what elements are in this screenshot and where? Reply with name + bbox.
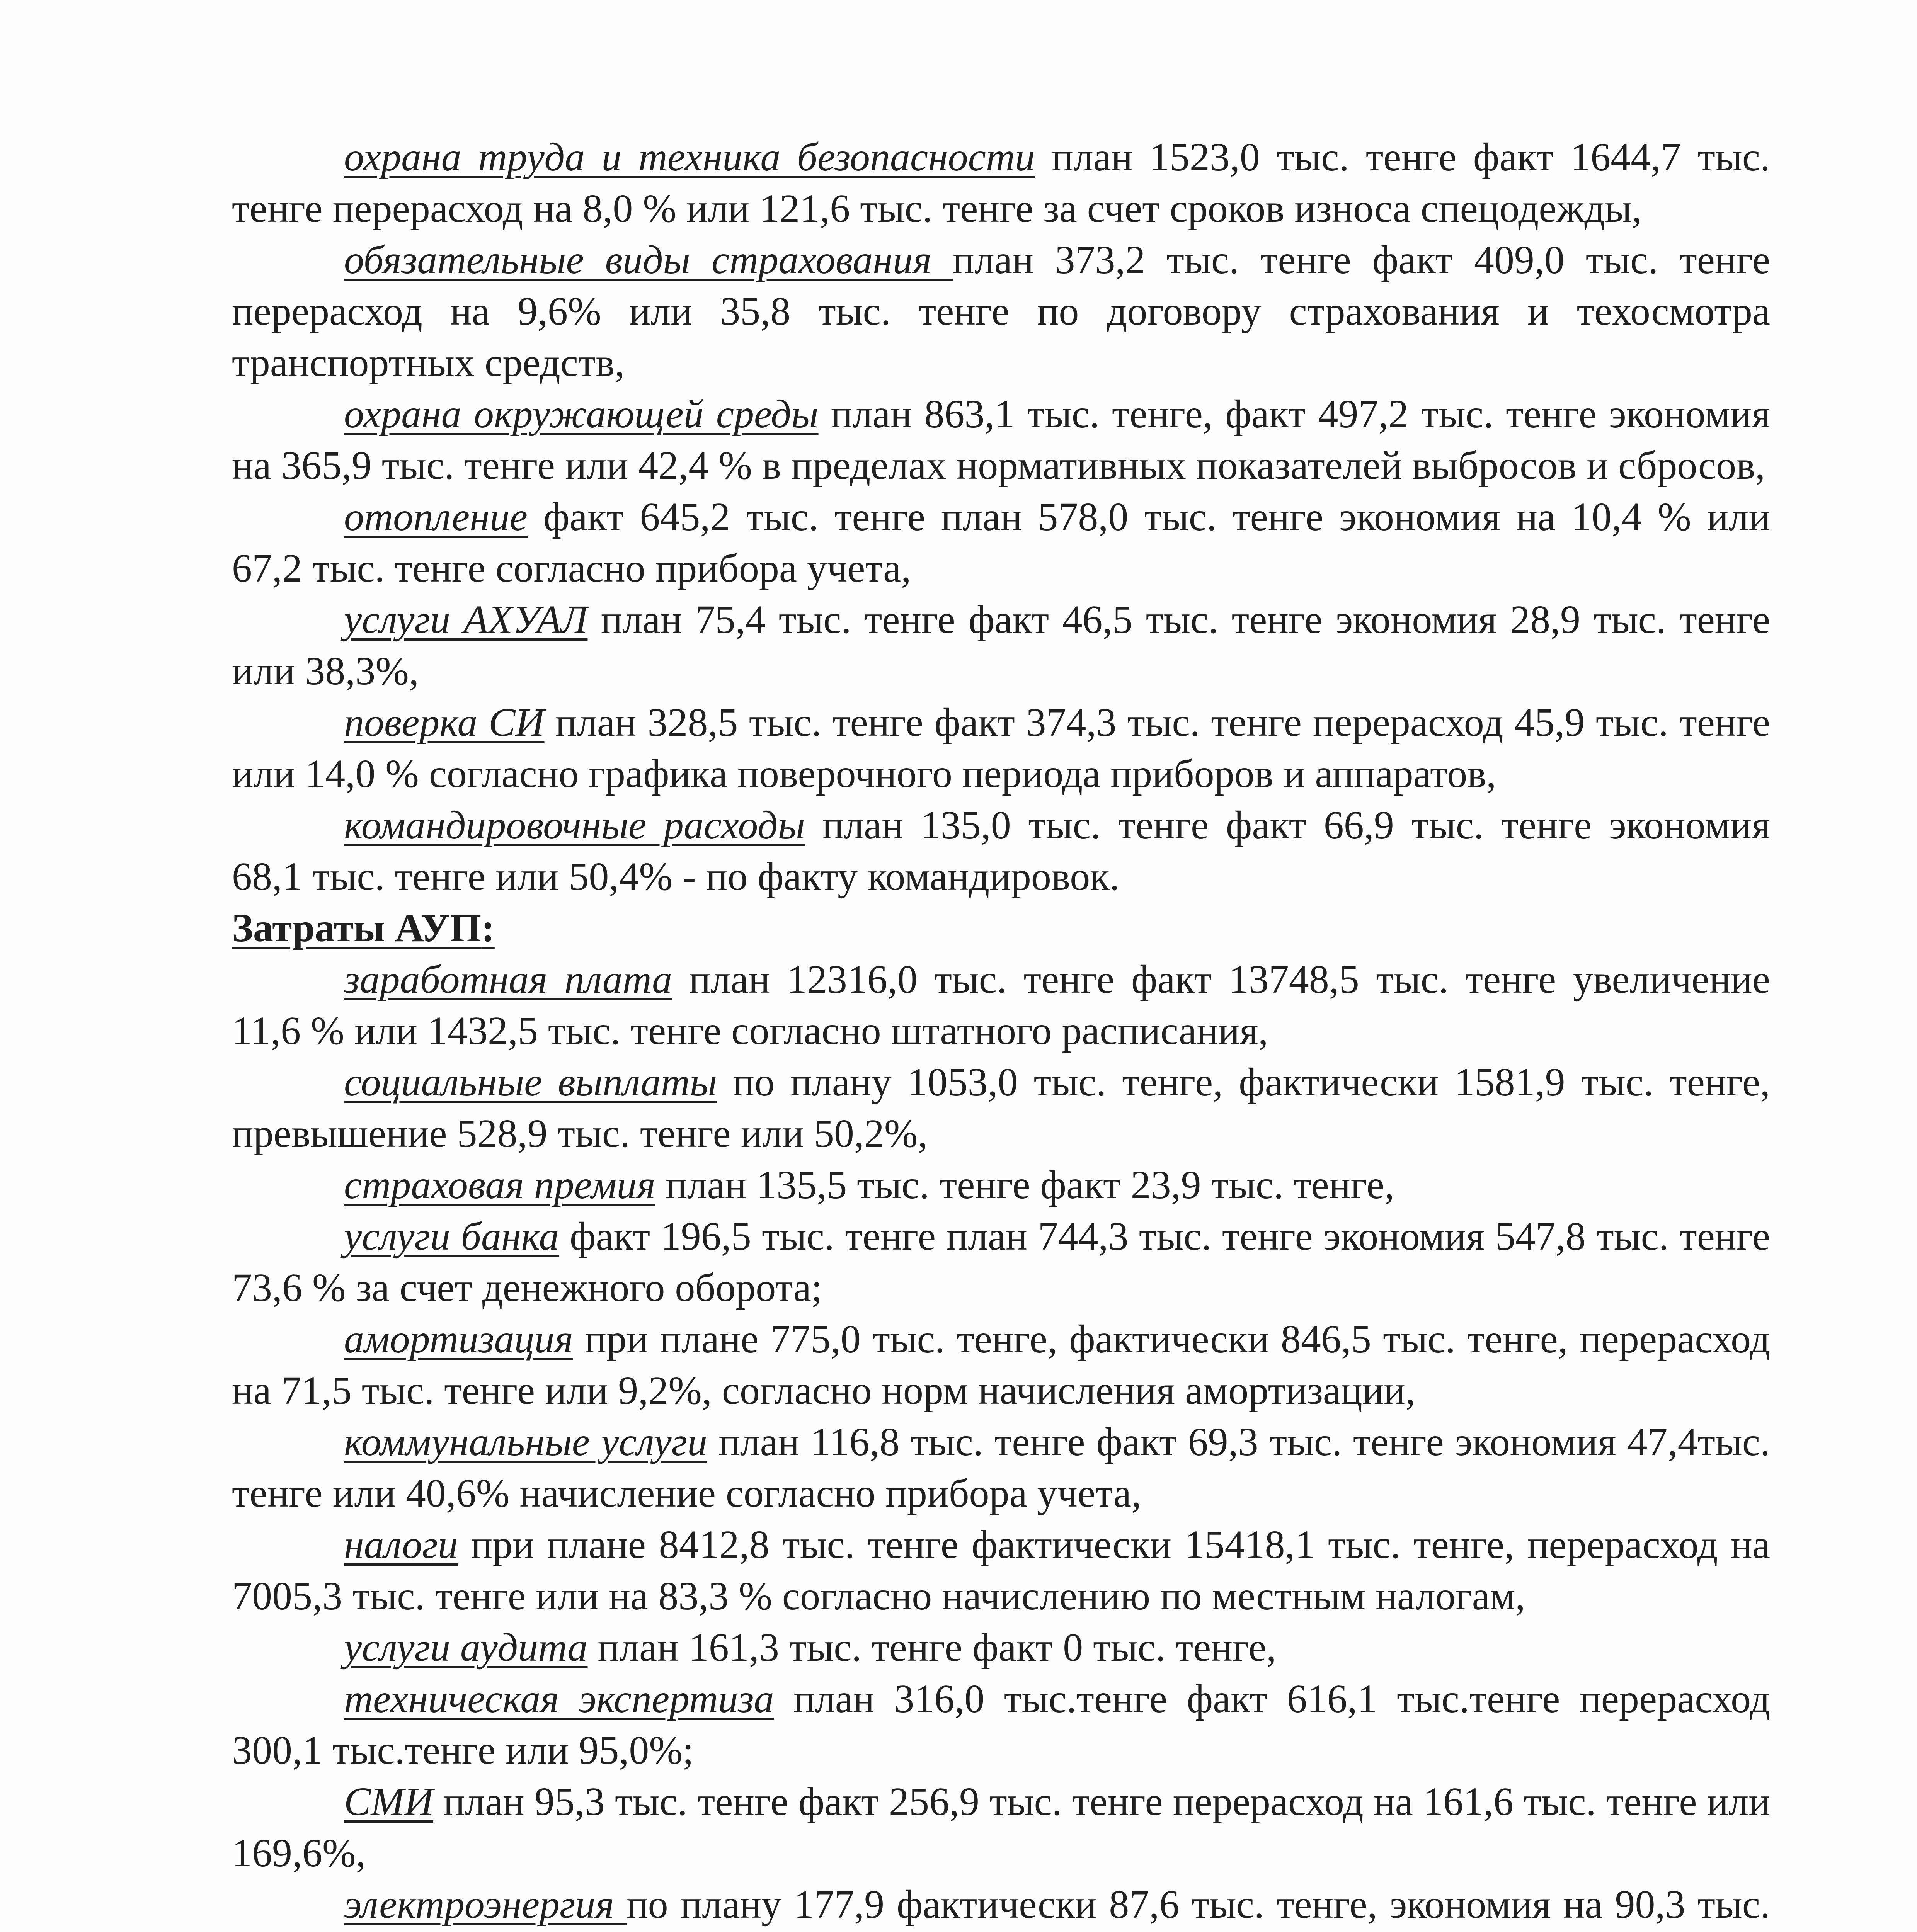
item-term: услуги аудита (344, 1625, 588, 1670)
item-text: план 135,0 тыс. тенге факт 66,9 тыс. тенге экономия 68,1 тыс. тенге или 50,4% - по факту командировок. (232, 803, 1770, 899)
item-term: услуги банка (344, 1214, 559, 1259)
item-text: план 75,4 тыс. тенге факт 46,5 тыс. тенге экономия 28,9 тыс. тенге или 38,3%, (232, 597, 1770, 693)
item-text: план 12316,0 тыс. тенге факт 13748,5 тыс. тенге увеличение 11,6 % или 1432,5 тыс. тенге согласно штатного расписания, (232, 957, 1771, 1053)
item-text: план 328,5 тыс. тенге факт 374,3 тыс. тенге перерасход 45,9 тыс. тенге или 14,0 % согласно графика поверочного периода приборов и аппаратов, (232, 700, 1770, 796)
aup-item-depreciation (232, 1313, 1770, 1416)
item-text: по плану 177,9 фактически 87,6 тыс. тенге, экономия на 90,3 тыс. (626, 1882, 1771, 1927)
item-term: налоги (344, 1522, 458, 1567)
aup-item-audit (232, 1622, 1770, 1673)
aup-item-expertise (232, 1673, 1770, 1776)
item-term: охрана труда и техника безопасности (344, 135, 1035, 179)
expense-item-labor-safety (232, 131, 1770, 234)
aup-item-social (232, 1056, 1770, 1159)
item-term: социальные выплаты (344, 1060, 717, 1104)
heading-label: Затраты АУП (232, 906, 482, 950)
item-term: техническая экспертиза (344, 1677, 774, 1721)
item-term: заработная плата (344, 957, 672, 1002)
item-term: охрана окружающей среды (344, 392, 819, 436)
aup-item-salary (232, 954, 1770, 1056)
item-text: план 116,8 тыс. тенге факт 69,3 тыс. тенге экономия 47,4тыс. тенге или 40,6% начисление согласно прибора учета, (232, 1420, 1770, 1515)
item-term: амортизация (344, 1317, 574, 1361)
expense-item-insurance (232, 234, 1770, 388)
aup-item-utilities (232, 1416, 1770, 1519)
item-term: услуги АХУАЛ (344, 597, 588, 642)
item-term: поверка СИ (344, 700, 545, 745)
expense-item-heating (232, 491, 1770, 594)
expense-item-calibration (232, 697, 1770, 799)
item-term: коммунальные услуги (344, 1420, 708, 1464)
item-text: план 161,3 тыс. тенге факт 0 тыс. тенге, (587, 1625, 1277, 1670)
item-text: факт 196,5 тыс. тенге план 744,3 тыс. тенге экономия 547,8 тыс. тенге 73,6 % за счет денежного оборота; (232, 1214, 1770, 1310)
item-text: план 863,1 тыс. тенге, факт 497,2 тыс. тенге экономия на 365,9 тыс. тенге или 42,4 % в пределах нормативных показателей выбросов и сбросов, (232, 392, 1770, 488)
heading-colon: : (481, 906, 495, 950)
aup-item-electricity (232, 1879, 1770, 1932)
expense-item-environment (232, 388, 1770, 491)
expense-item-travel (232, 799, 1770, 902)
aup-item-media (232, 1776, 1770, 1879)
aup-item-bank (232, 1211, 1770, 1313)
item-text: план 95,3 тыс. тенге факт 256,9 тыс. тенге перерасход на 161,6 тыс. тенге или 169,6%, (232, 1779, 1770, 1875)
item-text: при плане 8412,8 тыс. тенге фактически 15418,1 тыс. тенге, перерасход на 7005,3 тыс. тенге или на 83,3 % согласно начислению по местным налогам, (232, 1522, 1770, 1618)
item-term: обязательные виды страхования (344, 238, 953, 282)
item-term: электроэнергия (344, 1882, 627, 1927)
aup-item-insurance-premium (232, 1159, 1770, 1211)
item-term: СМИ (344, 1779, 434, 1824)
item-text: факт 645,2 тыс. тенге план 578,0 тыс. тенге экономия на 10,4 % или 67,2 тыс. тенге согласно прибора учета, (232, 495, 1770, 590)
aup-item-taxes (232, 1519, 1770, 1622)
item-text: при плане 775,0 тыс. тенге, фактически 846,5 тыс. тенге, перерасход на 71,5 тыс. тенге или 9,2%, согласно норм начисления амортизации, (232, 1317, 1770, 1413)
document-page (232, 131, 1770, 1932)
item-text: план 373,2 тыс. тенге факт 409,0 тыс. тенге перерасход на 9,6% или 35,8 тыс. тенге по договору страхования и техосмотра транспортных средств, (232, 238, 1770, 385)
item-term: командировочные расходы (344, 803, 805, 847)
item-text: план 135,5 тыс. тенге факт 23,9 тыс. тенге, (655, 1163, 1394, 1207)
item-text: план 316,0 тыс.тенге факт 616,1 тыс.тенге перерасход 300,1 тыс.тенге или 95,0%; (232, 1677, 1770, 1772)
item-text: план 1523,0 тыс. тенге факт 1644,7 тыс. тенге перерасход на 8,0 % или 121,6 тыс. тенге за счет сроков износа спецодежды, (232, 135, 1770, 231)
section-heading-aup (232, 902, 1770, 954)
item-term: страховая премия (344, 1163, 655, 1207)
item-text: по плану 1053,0 тыс. тенге, фактически 1581,9 тыс. тенге, превышение 528,9 тыс. тенге или 50,2%, (232, 1060, 1771, 1156)
expense-item-ahual (232, 594, 1770, 697)
item-term: отопление (344, 495, 528, 539)
